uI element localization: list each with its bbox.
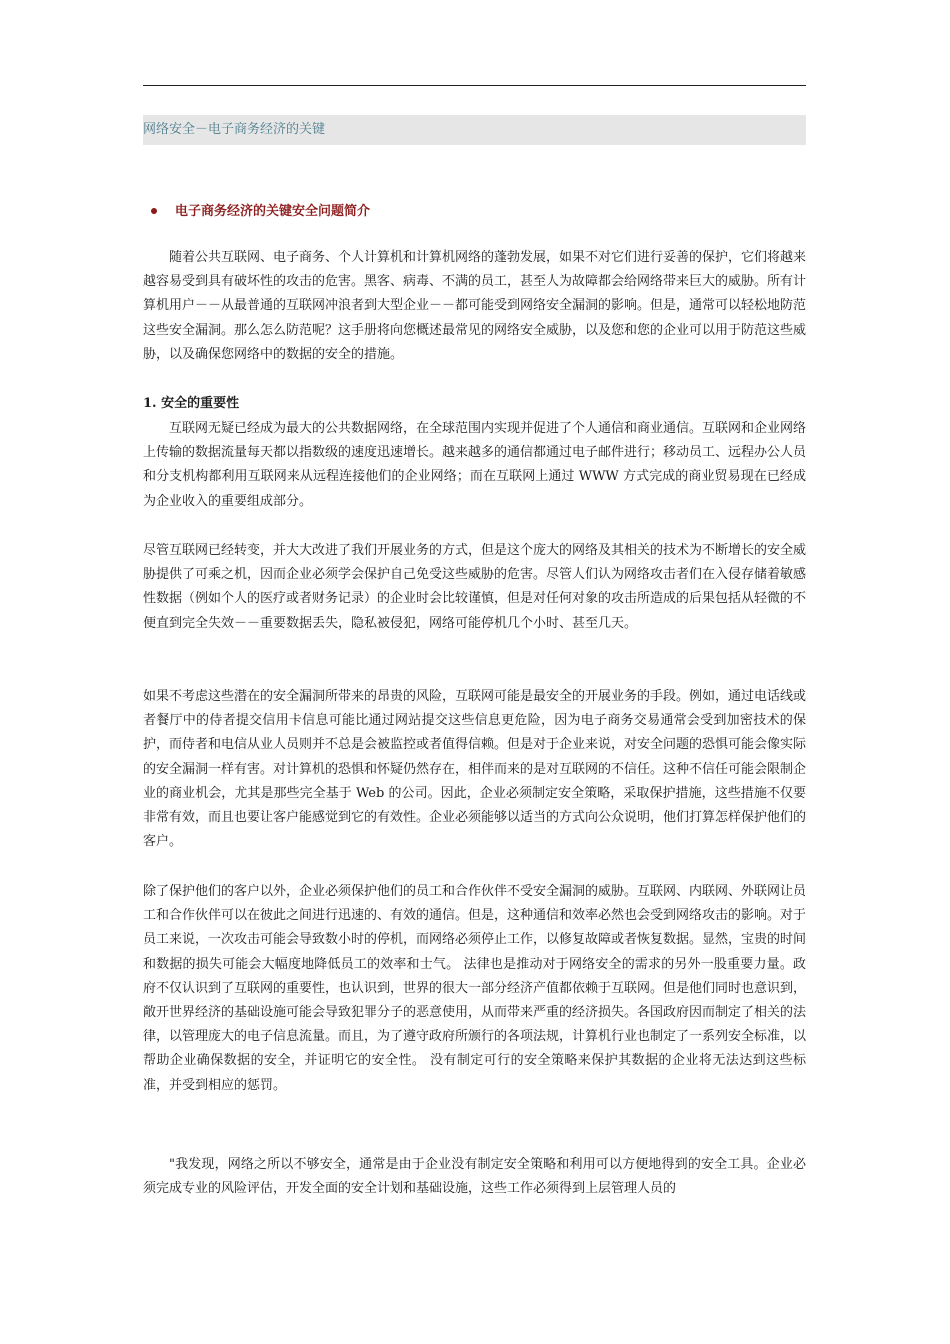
section1-paragraph-3: 如果不考虑这些潜在的安全漏洞所带来的昂贵的风险，互联网可能是最安全的开展业务的手段。例如，通过电话线或者餐厅中的侍者提交信用卡信息可能比通过网站提交这些信息更危险，因为电子商务交易通常会受到加密技术的保护，而侍者和电信从业人员则并不总是会被监控或者值得信赖。但是对于企业来说，对安全问题的恐惧可能会像实际的安全漏洞一样有害。对计算机的恐惧和怀疑仍然存在，相伴而来的是对互联网的不信任。这种不信任可能会限制企业的商业机会，尤其是那些完全基于 Web 的公司。因此，企业必须制定安全策略，采取保护措施，这些措施不仅要非常有效，而且也要让客户能感觉到它的有效性。企业必须能够以适当的方式向公众说明，他们打算怎样保护他们的客户。 bbox=[143, 689, 807, 850]
quote-paragraph: "我发现，网络之所以不够安全，通常是由于企业没有制定安全策略和利用可以方便地得到的安全工具。企业必须完成专业的风险评估，开发全面的安全计划和基础设施，这些工作必须得到上层管理人员的 bbox=[143, 1157, 806, 1197]
document-title: 网络安全－电子商务经济的关键 bbox=[143, 122, 326, 137]
section-heading-importance: 1. 安全的重要性 bbox=[143, 396, 240, 411]
section1-paragraph-1: 互联网无疑已经成为最大的公共数据网络，在全球范围内实现并促进了个人通信和商业通信。互联网和企业网络上传输的数据流量每天都以指数级的速度迅速增长。越来越多的通信都通过电子邮件进行；移动员工、远程办公人员和分支机构都利用互联网来从远程连接他们的企业网络；而在互联网上通过 WWW 方式完成的商业贸易现在已经成为企业收入的重要组成部分。 bbox=[143, 421, 807, 509]
bullet-heading bbox=[151, 203, 370, 221]
section1-paragraph-4: 除了保护他们的客户以外，企业必须保护他们的员工和合作伙伴不受安全漏洞的威胁。互联网、内联网、外联网让员工和合作伙伴可以在彼此之间进行迅速的、有效的通信。但是，这种通信和效率必然也会受到网络攻击的影响。对于员工来说，一次攻击可能会导致数小时的停机，而网络必须停止工作，以修复故障或者恢复数据。显然，宝贵的时间和数据的损失可能会大幅度地降低员工的效率和士气。 法律也是推动对于网络安全的需求的另外一股重要力量。政府不仅认识到了互联网的重要性，也认识到，世界的很大一部分经济产值都依赖于互联网。但是他们同时也意识到，敞开世界经济的基础设施可能会导致犯罪分子的恶意使用，从而带来严重的经济损失。各国政府因而制定了相关的法律，以管理庞大的电子信息流量。而且，为了遵守政府所颁行的各项法规，计算机行业也制定了一系列安全标准，以帮助企业确保数据的安全，并证明它的安全性。 没有制定可行的安全策略来保护其数据的企业将无法达到这些标准，并受到相应的惩罚。 bbox=[143, 884, 807, 1093]
bullet-dot-icon bbox=[151, 208, 157, 214]
bullet-heading-text: 电子商务经济的关键安全问题简介 bbox=[175, 204, 371, 219]
top-rule bbox=[143, 85, 806, 86]
title-bar bbox=[143, 115, 806, 145]
section1-paragraph-2: 尽管互联网已经转变，并大大改进了我们开展业务的方式，但是这个庞大的网络及其相关的技术为不断增长的安全威胁提供了可乘之机，因而企业必须学会保护自己免受这些威胁的危害。尽管人们认为网络攻击者们在入侵存储着敏感性数据（例如个人的医疗或者财务记录）的企业时会比较谨慎，但是对任何对象的攻击所造成的后果包括从轻微的不便直到完全失效－－重要数据丢失，隐私被侵犯，网络可能停机几个小时、甚至几天。 bbox=[143, 543, 807, 631]
intro-paragraph: 随着公共互联网、电子商务、个人计算机和计算机网络的蓬勃发展，如果不对它们进行妥善的保护，它们将越来越容易受到具有破坏性的攻击的危害。黑客、病毒、不满的员工，甚至人为故障都会给网络带来巨大的威胁。所有计算机用户－－从最普通的互联网冲浪者到大型企业－－都可能受到网络安全漏洞的影响。但是，通常可以轻松地防范这些安全漏洞。那么怎么防范呢？这手册将向您概述最常见的网络安全威胁，以及您和您的企业可以用于防范这些威胁，以及确保您网络中的数据的安全的措施。 bbox=[143, 250, 807, 362]
